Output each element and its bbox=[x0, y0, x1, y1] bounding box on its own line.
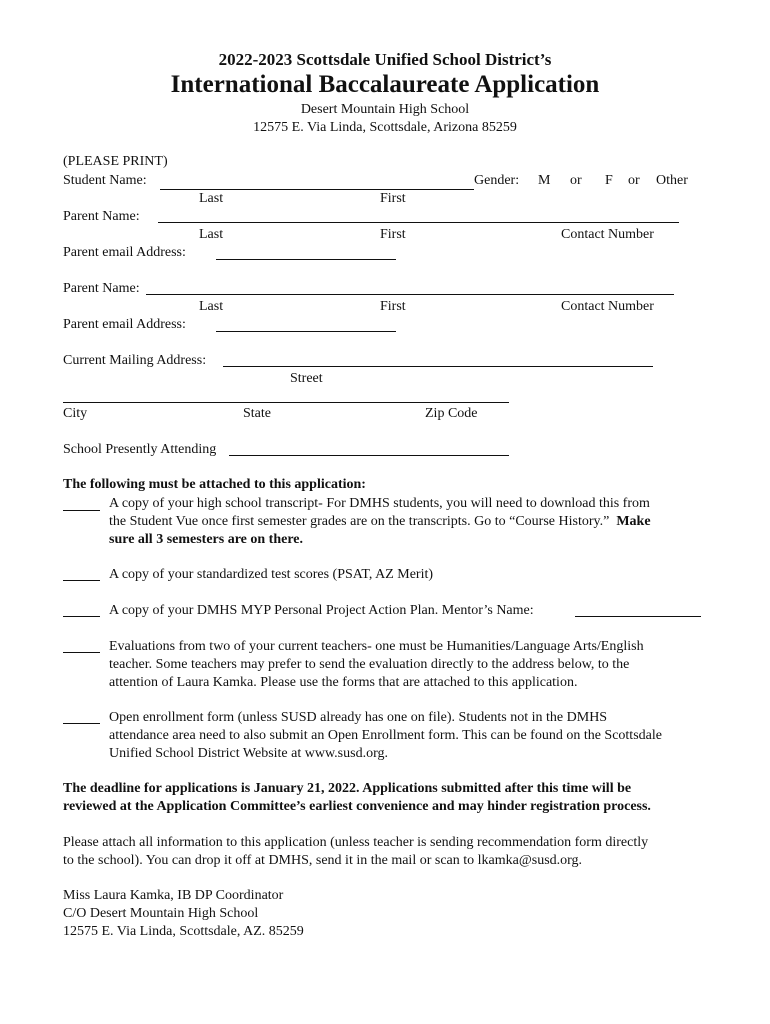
contact-line1: Miss Laura Kamka, IB DP Coordinator bbox=[63, 888, 284, 903]
parent2-first-caption: First bbox=[380, 299, 406, 314]
contact-line2: C/O Desert Mountain High School bbox=[63, 906, 259, 921]
item-test-scores: A copy of your standardized test scores (PSAT, AZ Merit) bbox=[109, 567, 434, 582]
school-address: 12575 E. Via Linda, Scottsdale, Arizona 85259 bbox=[253, 120, 517, 135]
parent-email-field-1[interactable] bbox=[216, 259, 396, 260]
street-field[interactable] bbox=[223, 366, 653, 367]
instructions-line2: to the school). You can drop it off at DMHS, send it in the mail or scan to lkamka@susd.org. bbox=[63, 853, 583, 868]
page-title: International Baccalaureate Application bbox=[170, 71, 600, 98]
coordinator-contact bbox=[63, 887, 463, 941]
item-transcript-line3: sure all 3 semesters are on there. bbox=[109, 532, 304, 547]
parent2-contact-caption: Contact Number bbox=[561, 299, 654, 314]
gender-label: Gender: bbox=[474, 173, 520, 188]
item-evaluations-line1: Evaluations from two of your current teachers- one must be Humanities/Language Arts/English bbox=[109, 639, 644, 654]
mentor-name-field[interactable] bbox=[575, 616, 701, 617]
deadline-line2: reviewed at the Application Committee’s earliest convenience and may hinder registration process. bbox=[63, 799, 651, 814]
state-caption: State bbox=[243, 406, 271, 421]
gender-or-2: or bbox=[628, 173, 640, 188]
parent1-last-caption: Last bbox=[199, 227, 224, 242]
gender-option-f[interactable]: F bbox=[605, 173, 613, 188]
mailing-address-label: Current Mailing Address: bbox=[63, 353, 207, 368]
item-open-enrollment-line1: Open enrollment form (unless SUSD already has one on file). Students not in the DMHS bbox=[109, 710, 608, 725]
student-name-field[interactable] bbox=[160, 189, 474, 190]
deadline-line1: The deadline for applications is January 21, 2022. Applications submitted after this time will be bbox=[63, 781, 632, 796]
gender-option-m[interactable]: M bbox=[538, 173, 551, 188]
student-last-caption: Last bbox=[199, 191, 224, 206]
item-transcript-line1: A copy of your high school transcript- For DMHS students, you will need to download this from bbox=[109, 496, 650, 511]
parent1-first-caption: First bbox=[380, 227, 406, 242]
year-title: 2022-2023 Scottsdale Unified School District’s bbox=[218, 50, 552, 69]
item-evaluations-line2: teacher. Some teachers may prefer to send the evaluation directly to the address below, to the bbox=[109, 657, 630, 672]
contact-line3: 12575 E. Via Linda, Scottsdale, AZ. 85259 bbox=[63, 924, 304, 939]
city-caption: City bbox=[63, 406, 88, 421]
item-transcript-line2 bbox=[109, 513, 709, 531]
item-evaluations bbox=[109, 638, 709, 692]
street-caption: Street bbox=[290, 371, 323, 386]
checkline-test-scores[interactable] bbox=[63, 580, 100, 581]
attachments-heading: The following must be attached to this application: bbox=[63, 477, 366, 492]
checkline-action-plan[interactable] bbox=[63, 616, 100, 617]
parent1-contact-caption: Contact Number bbox=[561, 227, 654, 242]
parent-email-label-2: Parent email Address: bbox=[63, 317, 186, 332]
gender-or-1: or bbox=[570, 173, 582, 188]
parent-email-label-1: Parent email Address: bbox=[63, 245, 186, 260]
zip-caption: Zip Code bbox=[425, 406, 478, 421]
instructions-line1: Please attach all information to this application (unless teacher is sending recommendation form directly bbox=[63, 835, 649, 850]
student-name-label: Student Name: bbox=[63, 173, 147, 188]
deadline-notice bbox=[63, 780, 753, 816]
checkline-evaluations[interactable] bbox=[63, 652, 100, 653]
parent-name-field-1[interactable] bbox=[158, 222, 679, 223]
item-transcript-line2-text: the Student Vue once first semester grades are on the transcripts. Go to “Course History.” bbox=[109, 514, 610, 529]
checkline-transcript[interactable] bbox=[63, 510, 100, 511]
school-name: Desert Mountain High School bbox=[300, 102, 470, 117]
gender-option-other[interactable]: Other bbox=[656, 173, 688, 188]
item-open-enrollment bbox=[109, 709, 719, 763]
item-open-enrollment-line3: Unified School District Website at www.susd.org. bbox=[109, 746, 388, 761]
city-state-zip-field[interactable] bbox=[63, 402, 509, 403]
please-print-label: (PLEASE PRINT) bbox=[63, 154, 168, 169]
parent-name-label-1: Parent Name: bbox=[63, 209, 140, 224]
parent-name-field-2[interactable] bbox=[146, 294, 674, 295]
parent-email-field-2[interactable] bbox=[216, 331, 396, 332]
parent-name-label-2: Parent Name: bbox=[63, 281, 140, 296]
submission-instructions bbox=[63, 834, 753, 870]
school-attending-field[interactable] bbox=[229, 455, 509, 456]
school-attending-label: School Presently Attending bbox=[63, 442, 217, 457]
item-evaluations-line3: attention of Laura Kamka. Please use the forms that are attached to this application. bbox=[109, 675, 578, 690]
parent2-last-caption: Last bbox=[199, 299, 224, 314]
item-transcript-make: Make bbox=[616, 514, 651, 529]
item-action-plan: A copy of your DMHS MYP Personal Project Action Plan. Mentor’s Name: bbox=[109, 603, 534, 618]
item-transcript bbox=[109, 495, 709, 549]
checkline-open-enrollment[interactable] bbox=[63, 723, 100, 724]
item-open-enrollment-line2: attendance area need to also submit an Open Enrollment form. This can be found on the Scottsdale bbox=[109, 728, 662, 743]
student-first-caption: First bbox=[380, 191, 406, 206]
